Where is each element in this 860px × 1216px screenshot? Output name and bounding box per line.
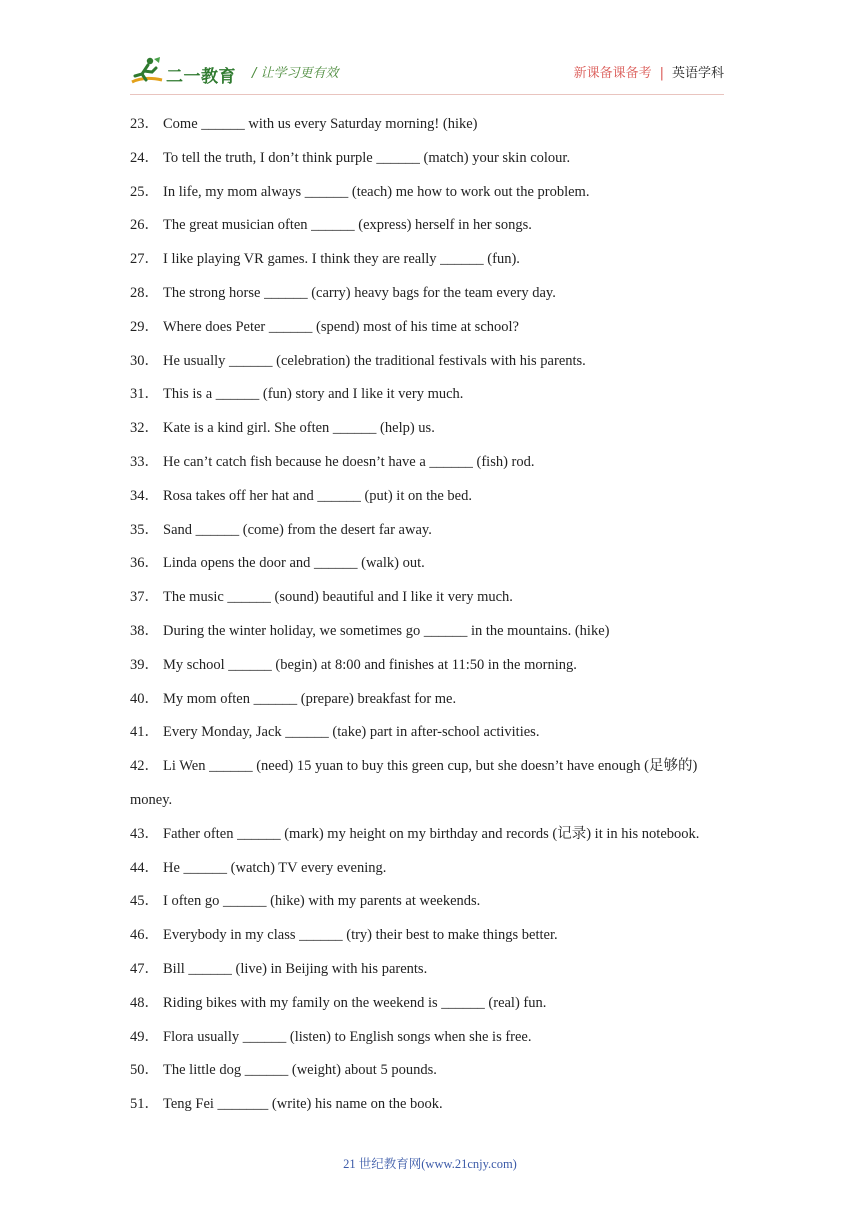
item-text: The music ______ (sound) beautiful and I like it very much. <box>163 589 513 606</box>
item-number: 30． <box>130 352 159 369</box>
item-text: Rosa takes off her hat and ______ (put) it on the bed. <box>163 487 472 504</box>
runner-logo-icon <box>130 56 164 88</box>
item-number: 50． <box>130 1062 159 1079</box>
exercise-item <box>130 277 730 311</box>
item-number: 39． <box>130 656 159 673</box>
series-label: 新课备课备考 <box>573 66 652 81</box>
exercise-item <box>130 108 730 142</box>
item-text: Li Wen ______ (need) 15 yuan to buy this green cup, but she doesn’t have enough (足够的) money. <box>130 758 698 808</box>
item-text: Come ______ with us every Saturday morning! (hike) <box>163 116 478 132</box>
item-text: Riding bikes with my family on the weekend is ______ (real) fun. <box>163 994 547 1011</box>
exercise-item <box>130 987 730 1021</box>
item-number: 49． <box>130 1028 159 1045</box>
item-text: I often go ______ (hike) with my parents at weekends. <box>163 893 481 910</box>
item-number: 46． <box>130 927 159 944</box>
item-number: 48． <box>130 994 159 1011</box>
item-number: 47． <box>130 960 159 977</box>
item-text: Flora usually ______ (listen) to English songs when she is free. <box>163 1028 532 1045</box>
item-text: Everybody in my class ______ (try) their best to make things better. <box>163 927 558 944</box>
item-number: 42． <box>130 758 159 775</box>
item-number: 40． <box>130 690 159 707</box>
item-text: Bill ______ (live) in Beijing with his parents. <box>163 960 428 977</box>
header-separator: | <box>659 66 664 81</box>
item-number: 32． <box>130 420 159 437</box>
item-text: Linda opens the door and ______ (walk) out. <box>163 555 425 572</box>
item-text: He can’t catch fish because he doesn’t have a ______ (fish) rod. <box>163 453 535 470</box>
exercise-item <box>130 209 730 243</box>
item-number: 45． <box>130 893 159 910</box>
exercise-item <box>130 480 730 514</box>
item-text: Kate is a kind girl. She often ______ (help) us. <box>163 420 435 437</box>
page-footer: 21 世纪教育网(www.21cnjy.com) <box>343 1157 517 1171</box>
item-text: I like playing VR games. I think they are really ______ (fun). <box>163 251 520 268</box>
item-text: This is a ______ (fun) story and I like it very much. <box>163 386 464 403</box>
item-text: To tell the truth, I don’t think purple ______ (match) your skin colour. <box>163 149 571 166</box>
item-number: 27． <box>130 251 159 268</box>
item-number: 35． <box>130 521 159 538</box>
item-text: The great musician often ______ (express) herself in her songs. <box>163 217 532 234</box>
item-number: 41． <box>130 724 159 741</box>
item-number: 26． <box>130 217 159 234</box>
item-text: Where does Peter ______ (spend) most of his time at school? <box>163 318 519 335</box>
item-text: The strong horse ______ (carry) heavy bags for the team every day. <box>163 284 556 301</box>
item-text: Every Monday, Jack ______ (take) part in after-school activities. <box>163 724 540 741</box>
item-number: 44． <box>130 859 159 876</box>
item-text: My mom often ______ (prepare) breakfast for me. <box>163 690 457 707</box>
item-number: 33． <box>130 453 159 470</box>
item-number: 34． <box>130 487 159 504</box>
item-number: 24． <box>130 149 159 166</box>
exercise-list <box>130 108 730 1122</box>
item-number: 28． <box>130 284 159 301</box>
item-number: 31． <box>130 386 159 403</box>
exercise-item <box>130 716 730 750</box>
exercise-item <box>130 345 730 379</box>
exercise-item <box>130 142 730 176</box>
item-number: 37． <box>130 589 159 606</box>
header-divider <box>130 94 724 95</box>
exercise-item <box>130 953 730 987</box>
item-text: During the winter holiday, we sometimes go ______ in the mountains. (hike) <box>163 622 610 639</box>
exercise-item <box>130 514 730 548</box>
item-text: He usually ______ (celebration) the traditional festivals with his parents. <box>163 352 586 369</box>
exercise-item <box>130 412 730 446</box>
item-text: My school ______ (begin) at 8:00 and finishes at 11:50 in the morning. <box>163 656 577 673</box>
item-text: Father often ______ (mark) my height on my birthday and records (记录) it in his notebook. <box>163 825 700 842</box>
exercise-item <box>130 818 730 852</box>
item-number: 38． <box>130 622 159 639</box>
item-text: Sand ______ (come) from the desert far away. <box>163 521 432 538</box>
item-number: 51． <box>130 1096 159 1113</box>
item-number: 43． <box>130 825 159 842</box>
exercise-item <box>130 649 730 683</box>
item-text: He ______ (watch) TV every evening. <box>163 859 387 876</box>
item-number: 29． <box>130 318 159 335</box>
exercise-item <box>130 446 730 480</box>
exercise-item <box>130 581 730 615</box>
exercise-item <box>130 852 730 886</box>
exercise-item <box>130 750 730 818</box>
exercise-item <box>130 1021 730 1055</box>
item-text: In life, my mom always ______ (teach) me how to work out the problem. <box>163 183 590 200</box>
item-text: The little dog ______ (weight) about 5 pounds. <box>163 1062 437 1079</box>
exercise-item <box>130 378 730 412</box>
subject-label: 英语学科 <box>671 66 724 81</box>
exercise-item <box>130 615 730 649</box>
logo <box>130 56 240 88</box>
slogan: / 让学习更有效 <box>252 66 339 81</box>
item-number: 25． <box>130 183 159 200</box>
item-number: 23． <box>130 116 159 132</box>
exercise-item <box>130 243 730 277</box>
page-header <box>130 52 724 92</box>
exercise-item <box>130 919 730 953</box>
item-text: Teng Fei _______ (write) his name on the book. <box>163 1096 443 1113</box>
exercise-item <box>130 1054 730 1088</box>
exercise-item <box>130 311 730 345</box>
header-right-title <box>574 62 724 81</box>
exercise-item <box>130 683 730 717</box>
exercise-item <box>130 547 730 581</box>
exercise-item <box>130 1088 730 1122</box>
exercise-item <box>130 885 730 919</box>
item-number: 36． <box>130 555 159 572</box>
logo-text: 二一教育 <box>166 67 236 87</box>
exercise-item <box>130 176 730 210</box>
